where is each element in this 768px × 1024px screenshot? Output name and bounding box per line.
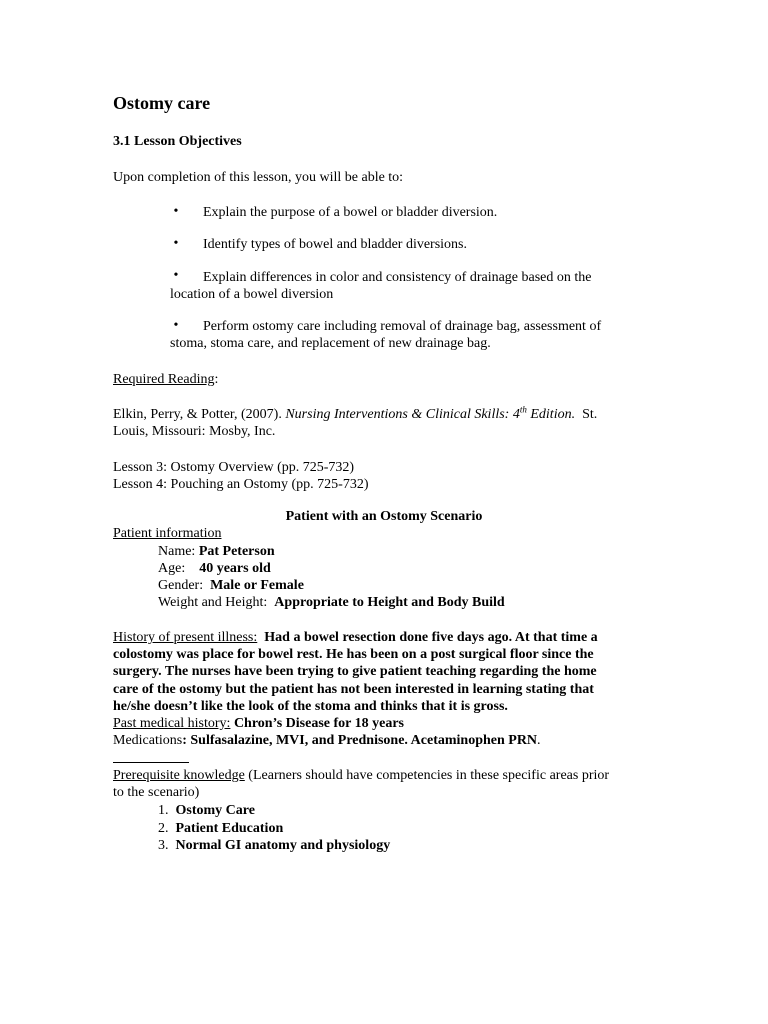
prerequisite-line-2: to the scenario) — [113, 785, 200, 800]
past-medical-history: Past medical history: Chron’s Disease for 18 years — [113, 716, 404, 731]
history-line-2: colostomy was place for bowel rest. He has been on a post surgical floor since the — [113, 647, 594, 662]
history-line-3: surgery. The nurses have been trying to give patient teaching regarding the home — [113, 664, 597, 679]
objective-item: Perform ostomy care including removal of drainage bag, assessment of — [203, 319, 602, 334]
scenario-title: Patient with an Ostomy Scenario — [285, 509, 483, 524]
citation-continuation: Louis, Missouri: Mosby, Inc. — [113, 424, 276, 439]
objective-item: Explain differences in color and consistency of drainage based on the — [203, 270, 592, 285]
history-line-5: he/she doesn’t like the look of the stoma and thinks that it is gross. — [113, 699, 508, 714]
bullet-icon: • — [173, 318, 179, 333]
objective-item-continuation: stoma, stoma care, and replacement of new drainage bag. — [170, 336, 491, 351]
patient-age: Age: 40 years old — [158, 561, 271, 576]
history-line-1: History of present illness: Had a bowel resection done five days ago. At that time a — [113, 630, 598, 645]
objectives-heading: 3.1 Lesson Objectives — [113, 134, 242, 149]
bullet-icon: • — [173, 268, 179, 283]
bullet-icon: • — [173, 236, 179, 251]
prerequisite-item: 1. Ostomy Care — [158, 803, 255, 818]
bullet-icon: • — [173, 204, 179, 219]
page-title: Ostomy care — [113, 93, 211, 113]
objective-item: Explain the purpose of a bowel or bladder diversion. — [203, 205, 498, 220]
intro-text: Upon completion of this lesson, you will be able to: — [113, 170, 404, 185]
patient-info-heading: Patient information — [113, 526, 222, 541]
prerequisite-item: 3. Normal GI anatomy and physiology — [158, 838, 391, 853]
prerequisite-line-1: Prerequisite knowledge (Learners should have competencies in these specific areas prior — [113, 768, 610, 783]
lesson-4: Lesson 4: Pouching an Ostomy (pp. 725-732) — [113, 477, 369, 492]
lesson-3: Lesson 3: Ostomy Overview (pp. 725-732) — [113, 460, 355, 475]
objective-item: Identify types of bowel and bladder diversions. — [203, 237, 467, 252]
prerequisite-item: 2. Patient Education — [158, 821, 284, 836]
patient-gender: Gender: Male or Female — [158, 578, 304, 593]
citation: Elkin, Perry, & Potter, (2007). Nursing Interventions & Clinical Skills: 4th Edition. St. — [113, 404, 598, 422]
objective-item-continuation: location of a bowel diversion — [170, 287, 334, 302]
required-reading-label: Required Reading: — [113, 372, 219, 387]
patient-weight-height: Weight and Height: Appropriate to Height and Body Build — [158, 595, 505, 610]
patient-name: Name: Pat Peterson — [158, 544, 275, 559]
medications: Medications: Sulfasalazine, MVI, and Prednisone. Acetaminophen PRN. — [113, 733, 541, 748]
history-line-4: care of the ostomy but the patient has not been interested in learning stating that — [113, 682, 594, 697]
separator-rule — [113, 762, 189, 763]
